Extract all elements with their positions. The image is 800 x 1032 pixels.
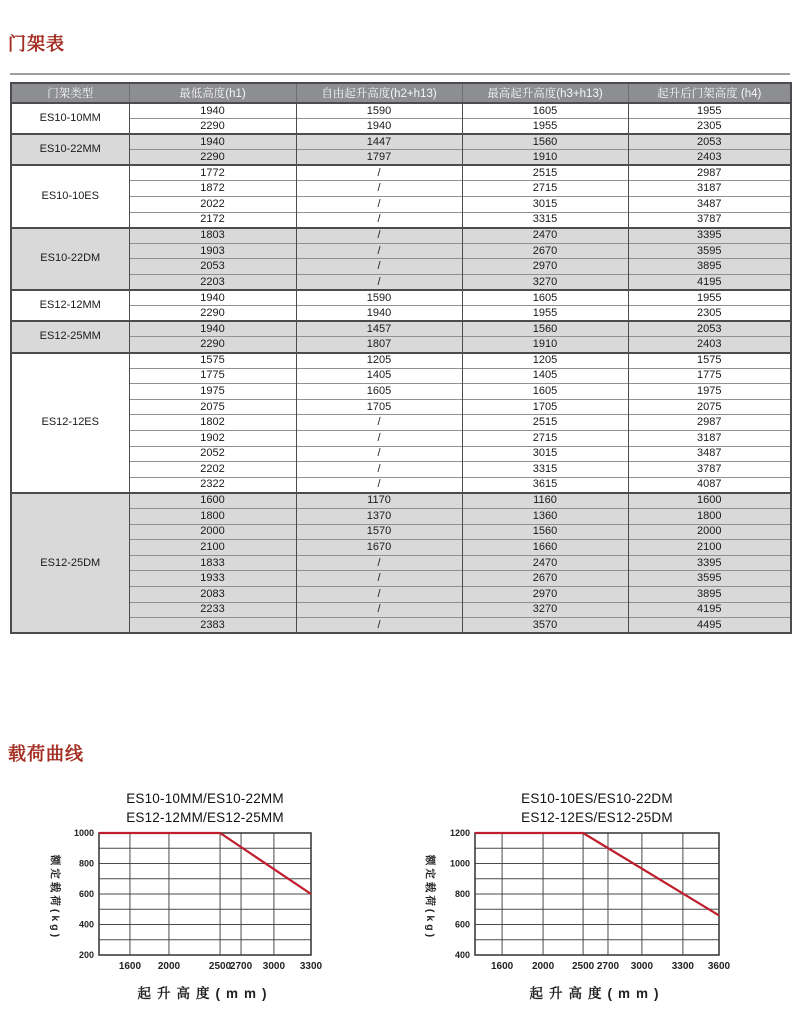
value-cell: / [296, 430, 462, 446]
value-cell: 2100 [628, 540, 791, 556]
svg-text:1000: 1000 [449, 858, 470, 869]
value-cell: 1600 [129, 493, 296, 509]
value-cell: 1575 [129, 353, 296, 369]
value-cell: 2987 [628, 165, 791, 181]
value-cell: 2053 [129, 259, 296, 275]
value-cell: 1872 [129, 181, 296, 197]
value-cell: 1447 [296, 134, 462, 150]
value-cell: 1570 [296, 524, 462, 540]
value-cell: 1955 [462, 306, 628, 322]
value-cell: 3015 [462, 197, 628, 213]
svg-text:2500: 2500 [208, 961, 232, 972]
x-axis-label: 起升高度(mm) [529, 986, 665, 1001]
value-cell: 1590 [296, 290, 462, 306]
model-cell: ES10-10MM [11, 103, 129, 134]
value-cell: 3395 [628, 555, 791, 571]
x-axis-label: 起升高度(mm) [137, 986, 273, 1001]
value-cell: 3487 [628, 446, 791, 462]
value-cell: 2305 [628, 119, 791, 135]
chart-title-line: ES12-12ES/ES12-25DM [521, 809, 673, 825]
value-cell: 2022 [129, 197, 296, 213]
svg-text:3300: 3300 [299, 961, 323, 972]
value-cell: 2203 [129, 275, 296, 291]
svg-text:2500: 2500 [571, 961, 595, 972]
value-cell: 1600 [628, 493, 791, 509]
svg-text:2700: 2700 [229, 961, 253, 972]
load-chart-left-plot [60, 827, 330, 985]
value-cell: 1933 [129, 571, 296, 587]
value-cell: / [296, 181, 462, 197]
value-cell: / [296, 275, 462, 291]
value-cell: 1902 [129, 430, 296, 446]
value-cell: 1590 [296, 103, 462, 119]
column-header: 门架类型 [11, 83, 129, 103]
value-cell: 1975 [129, 384, 296, 400]
model-cell: ES12-25MM [11, 321, 129, 352]
value-cell: 2290 [129, 150, 296, 166]
value-cell: 1802 [129, 415, 296, 431]
value-cell: 2100 [129, 540, 296, 556]
value-cell: 1457 [296, 321, 462, 337]
column-header: 自由起升高度(h2+h13) [296, 83, 462, 103]
value-cell: 3615 [462, 477, 628, 493]
mast-table-header [11, 83, 791, 103]
value-cell: 1605 [462, 103, 628, 119]
value-cell: 1605 [462, 290, 628, 306]
value-cell: 2403 [628, 150, 791, 166]
value-cell: 1405 [296, 368, 462, 384]
load-chart-right [410, 786, 740, 1026]
svg-text:2000: 2000 [531, 961, 555, 972]
value-cell: 1705 [462, 399, 628, 415]
table-row [11, 290, 791, 306]
value-cell: 1205 [296, 353, 462, 369]
value-cell: 2515 [462, 415, 628, 431]
value-cell: 3315 [462, 212, 628, 228]
model-cell: ES12-12MM [11, 290, 129, 321]
value-cell: 1575 [628, 353, 791, 369]
value-cell: 2000 [628, 524, 791, 540]
value-cell: 1903 [129, 243, 296, 259]
value-cell: 3315 [462, 462, 628, 478]
value-cell: / [296, 477, 462, 493]
value-cell: / [296, 446, 462, 462]
value-cell: 1560 [462, 524, 628, 540]
value-cell: 3270 [462, 275, 628, 291]
model-cell: ES10-22MM [11, 134, 129, 165]
value-cell: 2202 [129, 462, 296, 478]
svg-text:200: 200 [78, 950, 94, 960]
value-cell: 2000 [129, 524, 296, 540]
value-cell: 1772 [129, 165, 296, 181]
value-cell: 1940 [296, 306, 462, 322]
svg-text:3600: 3600 [707, 961, 731, 972]
value-cell: 2075 [628, 399, 791, 415]
value-cell: 2172 [129, 212, 296, 228]
value-cell: 2083 [129, 586, 296, 602]
svg-text:800: 800 [78, 858, 94, 869]
value-cell: 1560 [462, 321, 628, 337]
value-cell: 1940 [129, 321, 296, 337]
value-cell: / [296, 259, 462, 275]
chart-title-line: ES10-10ES/ES10-22DM [521, 791, 673, 806]
value-cell: 4495 [628, 618, 791, 634]
svg-text:600: 600 [78, 889, 94, 899]
svg-text:400: 400 [454, 950, 470, 960]
column-header: 起升后门架高度 (h4) [628, 83, 791, 103]
column-header: 最低高度(h1) [129, 83, 296, 103]
value-cell: 1605 [462, 384, 628, 400]
svg-text:3000: 3000 [630, 961, 654, 972]
value-cell: 1955 [628, 103, 791, 119]
value-cell: 1775 [129, 368, 296, 384]
y-axis-label-text: 额定载荷(kg) [49, 854, 62, 940]
svg-text:400: 400 [78, 919, 94, 930]
chart-title-line: ES12-12MM/ES12-25MM [126, 809, 284, 825]
value-cell: 4195 [628, 275, 791, 291]
mast-table [10, 82, 792, 634]
value-cell: 1405 [462, 368, 628, 384]
value-cell: 2322 [129, 477, 296, 493]
load-chart-left [40, 786, 340, 1026]
value-cell: 1807 [296, 337, 462, 353]
value-cell: / [296, 228, 462, 244]
value-cell: 1775 [628, 368, 791, 384]
value-cell: / [296, 415, 462, 431]
column-header: 最高起升高度(h3+h13) [462, 83, 628, 103]
value-cell: 2470 [462, 228, 628, 244]
value-cell: 2052 [129, 446, 296, 462]
value-cell: 3395 [628, 228, 791, 244]
mast-table-container [10, 82, 790, 634]
value-cell: 1670 [296, 540, 462, 556]
svg-text:2000: 2000 [157, 961, 181, 972]
value-cell: 1560 [462, 134, 628, 150]
value-cell: 1910 [462, 337, 628, 353]
svg-text:600: 600 [454, 919, 470, 930]
value-cell: 1797 [296, 150, 462, 166]
value-cell: 1833 [129, 555, 296, 571]
value-cell: 2715 [462, 430, 628, 446]
value-cell: 3895 [628, 586, 791, 602]
value-cell: 2987 [628, 415, 791, 431]
value-cell: 2470 [462, 555, 628, 571]
table-row [11, 493, 791, 509]
svg-text:800: 800 [454, 889, 470, 899]
value-cell: 3787 [628, 212, 791, 228]
value-cell: 1170 [296, 493, 462, 509]
value-cell: 1940 [129, 103, 296, 119]
value-cell: 1955 [462, 119, 628, 135]
value-cell: 3270 [462, 602, 628, 618]
value-cell: / [296, 618, 462, 634]
value-cell: 2403 [628, 337, 791, 353]
value-cell: 3895 [628, 259, 791, 275]
value-cell: / [296, 165, 462, 181]
table-row [11, 134, 791, 150]
value-cell: 2670 [462, 243, 628, 259]
value-cell: 2290 [129, 337, 296, 353]
value-cell: 1605 [296, 384, 462, 400]
value-cell: 1800 [628, 508, 791, 524]
value-cell: 2383 [129, 618, 296, 634]
divider [10, 73, 790, 75]
value-cell: 2970 [462, 586, 628, 602]
table-row [11, 103, 791, 119]
value-cell: 3595 [628, 243, 791, 259]
value-cell: / [296, 462, 462, 478]
value-cell: 1205 [462, 353, 628, 369]
value-cell: 4087 [628, 477, 791, 493]
value-cell: 2970 [462, 259, 628, 275]
value-cell: / [296, 571, 462, 587]
value-cell: 2305 [628, 306, 791, 322]
table-row [11, 321, 791, 337]
value-cell: 4195 [628, 602, 791, 618]
value-cell: 3570 [462, 618, 628, 634]
value-cell: 2670 [462, 571, 628, 587]
value-cell: 1660 [462, 540, 628, 556]
value-cell: / [296, 243, 462, 259]
value-cell: / [296, 555, 462, 571]
value-cell: 1975 [628, 384, 791, 400]
value-cell: 1940 [129, 134, 296, 150]
model-cell: ES10-10ES [11, 165, 129, 227]
svg-text:2700: 2700 [596, 961, 620, 972]
value-cell: 1910 [462, 150, 628, 166]
chart-title-left [89, 790, 321, 827]
value-cell: 3187 [628, 430, 791, 446]
page-title-mast-table: 门架表 [8, 34, 65, 54]
value-cell: 1955 [628, 290, 791, 306]
value-cell: 2075 [129, 399, 296, 415]
table-row [11, 165, 791, 181]
table-row [11, 353, 791, 369]
value-cell: 1940 [129, 290, 296, 306]
value-cell: 2715 [462, 181, 628, 197]
value-cell: 3595 [628, 571, 791, 587]
value-cell: / [296, 197, 462, 213]
svg-text:1600: 1600 [490, 961, 514, 972]
value-cell: 3487 [628, 197, 791, 213]
chart-title-right [475, 790, 719, 827]
load-chart-right-plot [435, 827, 735, 985]
y-axis-label-text: 额定载荷(kg) [424, 854, 437, 940]
value-cell: 2515 [462, 165, 628, 181]
value-cell: 2290 [129, 306, 296, 322]
section-title-load-curves: 载荷曲线 [8, 744, 84, 764]
value-cell: 3787 [628, 462, 791, 478]
value-cell: 1800 [129, 508, 296, 524]
value-cell: 1803 [129, 228, 296, 244]
value-cell: 2233 [129, 602, 296, 618]
model-cell: ES12-25DM [11, 493, 129, 633]
value-cell: 2053 [628, 134, 791, 150]
value-cell: 1360 [462, 508, 628, 524]
svg-text:3000: 3000 [262, 961, 286, 972]
value-cell: 2290 [129, 119, 296, 135]
value-cell: 1370 [296, 508, 462, 524]
value-cell: / [296, 602, 462, 618]
value-cell: / [296, 586, 462, 602]
model-cell: ES10-22DM [11, 228, 129, 290]
value-cell: 1940 [296, 119, 462, 135]
model-cell: ES12-12ES [11, 353, 129, 493]
table-row [11, 228, 791, 244]
svg-text:1600: 1600 [118, 961, 142, 972]
chart-title-line: ES10-10MM/ES10-22MM [126, 791, 284, 806]
value-cell: 3187 [628, 181, 791, 197]
value-cell: 2053 [628, 321, 791, 337]
value-cell: 3015 [462, 446, 628, 462]
svg-text:1200: 1200 [449, 828, 470, 838]
value-cell: / [296, 212, 462, 228]
value-cell: 1705 [296, 399, 462, 415]
svg-text:1000: 1000 [73, 828, 94, 838]
svg-text:3300: 3300 [671, 961, 695, 972]
value-cell: 1160 [462, 493, 628, 509]
